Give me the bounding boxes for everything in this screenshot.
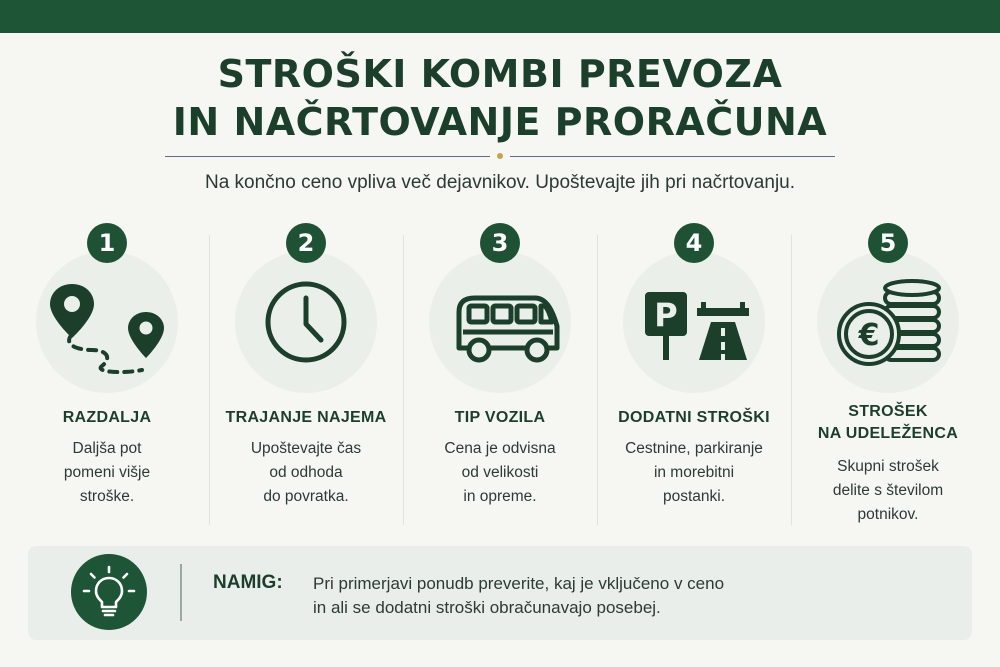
factor-vehicle-type xyxy=(405,0,595,540)
factor-description-line: potnikov. xyxy=(857,506,919,523)
column-divider xyxy=(209,235,210,525)
factor-title-line: TRAJANJE NAJEMA xyxy=(225,409,387,426)
factor-description-line: delite s številom xyxy=(832,482,944,499)
title-line-2: IN NAČRTOVANJE PRORAČUNA xyxy=(172,100,828,144)
van-icon xyxy=(425,262,575,382)
factor-description-line: do povratka. xyxy=(263,488,349,505)
factor-distance xyxy=(12,0,202,540)
title-line-1: STROŠKI KOMBI PREVOZA xyxy=(217,52,783,96)
factor-description xyxy=(405,437,595,509)
factor-description xyxy=(793,455,983,527)
euro-coins-icon xyxy=(813,262,963,382)
factor-description-line: Skupni strošek xyxy=(837,458,939,475)
factor-description-line: Cena je odvisna xyxy=(444,440,556,457)
column-divider xyxy=(597,235,598,525)
step-number-badge: 4 xyxy=(674,223,714,263)
factor-title-line: DODATNI STROŠKI xyxy=(618,409,770,426)
factor-description-line: stroške. xyxy=(79,488,135,505)
factor-title-line: STROŠEK xyxy=(848,403,928,420)
factor-description xyxy=(599,437,789,509)
svg-text:P: P xyxy=(654,296,678,334)
factor-title-line: NA UDELEŽENCA xyxy=(817,425,959,442)
clock-icon xyxy=(231,262,381,382)
factor-description-line: Upoštevajte čas xyxy=(250,440,362,457)
factor-description xyxy=(211,437,401,509)
factor-title-line: TIP VOZILA xyxy=(454,409,546,426)
factor-rental-duration xyxy=(211,0,401,540)
factor-description-line: pomeni višje xyxy=(63,464,151,481)
parking-toll-road-icon xyxy=(619,262,769,382)
tip-separator xyxy=(180,564,182,621)
step-number-badge: 5 xyxy=(868,223,908,263)
factor-additional-costs xyxy=(599,0,789,540)
step-number-badge: 1 xyxy=(87,223,127,263)
factor-description-line: od odhoda xyxy=(269,464,343,481)
map-route-icon xyxy=(32,262,182,382)
factor-description-line: in opreme. xyxy=(463,488,537,505)
factor-description-line: postanki. xyxy=(662,488,726,505)
factor-description-line: Cestnine, parkiranje xyxy=(625,440,763,457)
factor-description-line: od velikosti xyxy=(461,464,539,481)
factor-title xyxy=(395,407,605,429)
column-divider xyxy=(791,235,792,525)
subtitle: Na končno ceno vpliva več dejavnikov. Upoštevajte jih pri načrtovanju. xyxy=(204,172,796,193)
tip-label: NAMIG: xyxy=(213,572,283,593)
step-number-badge: 3 xyxy=(480,223,520,263)
factor-title xyxy=(201,407,411,429)
lightbulb-icon xyxy=(71,554,147,630)
column-divider xyxy=(403,235,404,525)
tip-text-line: Pri primerjavi ponudb preverite, kaj je vključeno v ceno xyxy=(313,574,725,593)
factor-title-line: RAZDALJA xyxy=(62,409,152,426)
svg-text:€: € xyxy=(858,318,880,353)
factor-title xyxy=(589,407,799,429)
factor-description-line: in morebitni xyxy=(653,464,735,481)
factor-title xyxy=(2,407,212,429)
tip-text-line: in ali se dodatni stroški obračunavajo posebej. xyxy=(313,598,661,617)
factor-cost-per-participant xyxy=(793,0,983,540)
factor-title xyxy=(783,401,993,445)
tip-text xyxy=(313,572,873,620)
tip-icon-circle xyxy=(71,554,147,630)
factor-description xyxy=(12,437,202,509)
step-number-badge: 2 xyxy=(286,223,326,263)
factor-description-line: Daljša pot xyxy=(72,440,142,457)
